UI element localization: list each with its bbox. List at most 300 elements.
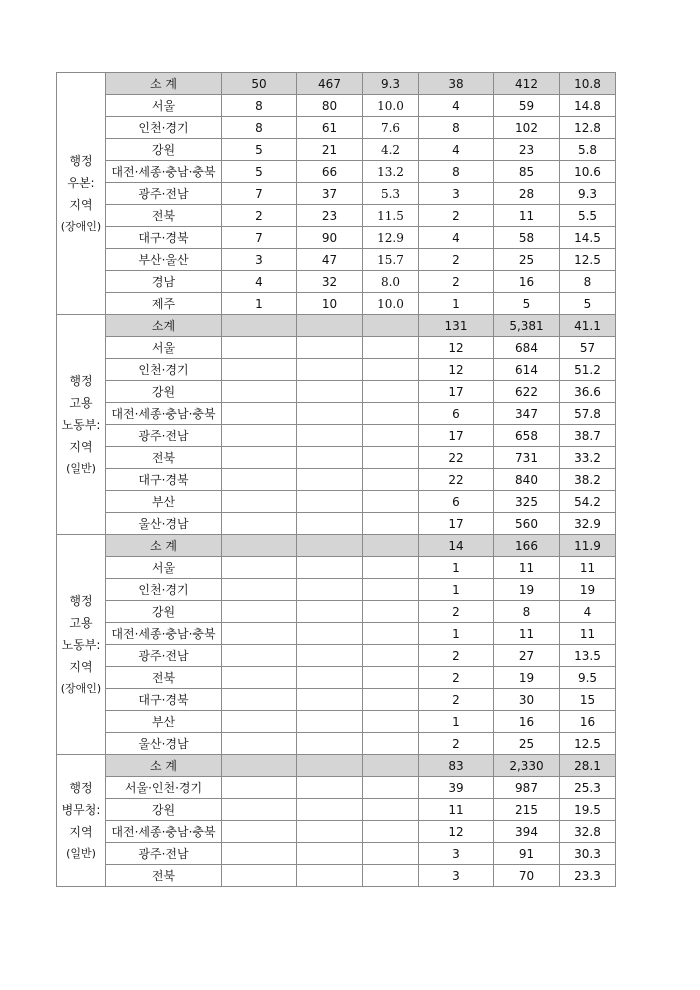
value-cell-c2 — [297, 469, 363, 491]
value-cell-c3: 13.2 — [363, 161, 419, 183]
group-label — [57, 73, 106, 315]
value-cell-c5: 614 — [494, 359, 560, 381]
group-label-line: 지역 — [69, 439, 93, 454]
value-cell-c6: 32.9 — [560, 513, 616, 535]
value-cell-c1: 5 — [222, 139, 297, 161]
value-cell-c1 — [222, 425, 297, 447]
value-cell-c4: 1 — [419, 711, 494, 733]
table-row — [57, 865, 616, 887]
value-cell-c6: 12.8 — [560, 117, 616, 139]
value-cell-c2 — [297, 425, 363, 447]
value-cell-c2 — [297, 381, 363, 403]
value-cell-c6: 32.8 — [560, 821, 616, 843]
value-cell-c4: 4 — [419, 95, 494, 117]
value-cell-c6: 11 — [560, 623, 616, 645]
group-label-line: (장애인) — [60, 681, 102, 695]
value-cell-c4: 6 — [419, 491, 494, 513]
value-cell-c4: 6 — [419, 403, 494, 425]
value-cell-c2 — [297, 447, 363, 469]
value-cell-c4: 2 — [419, 205, 494, 227]
region-cell: 광주·전남 — [106, 843, 222, 865]
value-cell-c1 — [222, 865, 297, 887]
subtotal-cell-c2 — [297, 755, 363, 777]
group-label-line: 행정 — [69, 593, 93, 608]
value-cell-c3: 15.7 — [363, 249, 419, 271]
subtotal-cell-c2 — [297, 535, 363, 557]
value-cell-c5: 85 — [494, 161, 560, 183]
table-row — [57, 359, 616, 381]
subtotal-cell-c2: 467 — [297, 73, 363, 95]
subtotal-cell-c5: 5,381 — [494, 315, 560, 337]
value-cell-c3: 7.6 — [363, 117, 419, 139]
value-cell-c1 — [222, 381, 297, 403]
value-cell-c3 — [363, 821, 419, 843]
value-cell-c4: 11 — [419, 799, 494, 821]
table-row — [57, 843, 616, 865]
table-row — [57, 447, 616, 469]
value-cell-c4: 17 — [419, 381, 494, 403]
value-cell-c6: 12.5 — [560, 733, 616, 755]
value-cell-c3 — [363, 843, 419, 865]
table-row — [57, 667, 616, 689]
value-cell-c6: 8 — [560, 271, 616, 293]
value-cell-c2 — [297, 491, 363, 513]
value-cell-c5: 394 — [494, 821, 560, 843]
subtotal-cell-c1 — [222, 535, 297, 557]
value-cell-c4: 2 — [419, 601, 494, 623]
table-row — [57, 491, 616, 513]
value-cell-c2: 32 — [297, 271, 363, 293]
value-cell-c2: 10 — [297, 293, 363, 315]
region-cell: 부산 — [106, 711, 222, 733]
value-cell-c6: 19.5 — [560, 799, 616, 821]
table-row — [57, 337, 616, 359]
value-cell-c5: 25 — [494, 249, 560, 271]
subtotal-cell-c3 — [363, 315, 419, 337]
value-cell-c1 — [222, 821, 297, 843]
value-cell-c1 — [222, 513, 297, 535]
region-cell: 대구·경북 — [106, 227, 222, 249]
table-row — [57, 293, 616, 315]
group-label-line: 고용 — [69, 395, 93, 410]
region-cell: 서울 — [106, 95, 222, 117]
value-cell-c4: 39 — [419, 777, 494, 799]
recruitment-table — [56, 72, 616, 887]
value-cell-c4: 8 — [419, 161, 494, 183]
table-row — [57, 579, 616, 601]
table-row — [57, 689, 616, 711]
value-cell-c3: 5.3 — [363, 183, 419, 205]
table-row — [57, 821, 616, 843]
value-cell-c6: 25.3 — [560, 777, 616, 799]
table-row — [57, 271, 616, 293]
group-label-line: 행정 — [69, 153, 93, 168]
group-label-line: 우본: — [67, 175, 95, 190]
value-cell-c3 — [363, 381, 419, 403]
region-cell: 제주 — [106, 293, 222, 315]
value-cell-c5: 27 — [494, 645, 560, 667]
value-cell-c5: 58 — [494, 227, 560, 249]
value-cell-c3: 12.9 — [363, 227, 419, 249]
value-cell-c1 — [222, 403, 297, 425]
region-cell: 대전·세종·충남·충북 — [106, 623, 222, 645]
value-cell-c4: 2 — [419, 689, 494, 711]
value-cell-c1 — [222, 843, 297, 865]
value-cell-c3 — [363, 491, 419, 513]
group-label-line: (일반) — [66, 461, 96, 475]
value-cell-c6: 5 — [560, 293, 616, 315]
table-row — [57, 381, 616, 403]
value-cell-c4: 12 — [419, 821, 494, 843]
value-cell-c3 — [363, 777, 419, 799]
region-cell: 강원 — [106, 601, 222, 623]
subtotal-label: 소 계 — [106, 535, 222, 557]
value-cell-c4: 2 — [419, 645, 494, 667]
value-cell-c6: 38.7 — [560, 425, 616, 447]
value-cell-c5: 91 — [494, 843, 560, 865]
value-cell-c1 — [222, 601, 297, 623]
value-cell-c2 — [297, 865, 363, 887]
value-cell-c3 — [363, 667, 419, 689]
value-cell-c4: 12 — [419, 337, 494, 359]
value-cell-c5: 8 — [494, 601, 560, 623]
value-cell-c2 — [297, 601, 363, 623]
region-cell: 광주·전남 — [106, 425, 222, 447]
group-label-line: 노동부: — [61, 637, 101, 652]
value-cell-c4: 1 — [419, 293, 494, 315]
table-body — [57, 73, 616, 887]
value-cell-c6: 30.3 — [560, 843, 616, 865]
region-cell: 광주·전남 — [106, 645, 222, 667]
value-cell-c1: 3 — [222, 249, 297, 271]
value-cell-c1 — [222, 359, 297, 381]
value-cell-c2 — [297, 403, 363, 425]
subtotal-cell-c4: 83 — [419, 755, 494, 777]
value-cell-c2 — [297, 623, 363, 645]
region-cell: 인천·경기 — [106, 359, 222, 381]
value-cell-c6: 12.5 — [560, 249, 616, 271]
value-cell-c1: 8 — [222, 117, 297, 139]
value-cell-c5: 684 — [494, 337, 560, 359]
group-label — [57, 755, 106, 887]
region-cell: 서울 — [106, 337, 222, 359]
value-cell-c1: 1 — [222, 293, 297, 315]
value-cell-c1 — [222, 491, 297, 513]
value-cell-c3: 11.5 — [363, 205, 419, 227]
value-cell-c3 — [363, 557, 419, 579]
value-cell-c2 — [297, 689, 363, 711]
group-label-line: 지역 — [69, 824, 93, 839]
value-cell-c3 — [363, 403, 419, 425]
value-cell-c2: 47 — [297, 249, 363, 271]
table-row — [57, 403, 616, 425]
value-cell-c5: 102 — [494, 117, 560, 139]
region-cell: 서울 — [106, 557, 222, 579]
region-cell: 대전·세종·충남·충북 — [106, 403, 222, 425]
value-cell-c1 — [222, 447, 297, 469]
value-cell-c3: 10.0 — [363, 293, 419, 315]
subtotal-cell-c4: 38 — [419, 73, 494, 95]
value-cell-c4: 3 — [419, 843, 494, 865]
value-cell-c2: 80 — [297, 95, 363, 117]
table-row — [57, 557, 616, 579]
value-cell-c3 — [363, 601, 419, 623]
value-cell-c6: 11 — [560, 557, 616, 579]
value-cell-c1 — [222, 579, 297, 601]
value-cell-c1: 7 — [222, 183, 297, 205]
value-cell-c2 — [297, 557, 363, 579]
value-cell-c5: 11 — [494, 623, 560, 645]
value-cell-c2 — [297, 821, 363, 843]
value-cell-c3 — [363, 623, 419, 645]
value-cell-c1: 2 — [222, 205, 297, 227]
value-cell-c5: 325 — [494, 491, 560, 513]
subtotal-label: 소계 — [106, 315, 222, 337]
group-label-line: 행정 — [69, 373, 93, 388]
region-cell: 서울·인천·경기 — [106, 777, 222, 799]
region-cell: 대전·세종·충남·충북 — [106, 821, 222, 843]
value-cell-c5: 59 — [494, 95, 560, 117]
value-cell-c6: 9.5 — [560, 667, 616, 689]
value-cell-c6: 5.8 — [560, 139, 616, 161]
value-cell-c4: 22 — [419, 447, 494, 469]
value-cell-c6: 13.5 — [560, 645, 616, 667]
value-cell-c6: 14.5 — [560, 227, 616, 249]
table-row — [57, 161, 616, 183]
subtotal-cell-c4: 131 — [419, 315, 494, 337]
table-row — [57, 777, 616, 799]
subtotal-cell-c5: 166 — [494, 535, 560, 557]
value-cell-c1 — [222, 733, 297, 755]
value-cell-c2 — [297, 337, 363, 359]
value-cell-c4: 17 — [419, 513, 494, 535]
region-cell: 전북 — [106, 667, 222, 689]
region-cell: 강원 — [106, 381, 222, 403]
subtotal-cell-c5: 2,330 — [494, 755, 560, 777]
value-cell-c2: 23 — [297, 205, 363, 227]
value-cell-c6: 10.6 — [560, 161, 616, 183]
value-cell-c6: 5.5 — [560, 205, 616, 227]
value-cell-c2 — [297, 645, 363, 667]
value-cell-c2: 66 — [297, 161, 363, 183]
region-cell: 대구·경북 — [106, 469, 222, 491]
value-cell-c6: 19 — [560, 579, 616, 601]
table-row — [57, 183, 616, 205]
value-cell-c6: 14.8 — [560, 95, 616, 117]
table-row — [57, 249, 616, 271]
group-label — [57, 535, 106, 755]
value-cell-c5: 622 — [494, 381, 560, 403]
value-cell-c3: 10.0 — [363, 95, 419, 117]
value-cell-c4: 17 — [419, 425, 494, 447]
value-cell-c4: 3 — [419, 865, 494, 887]
region-cell: 울산·경남 — [106, 513, 222, 535]
value-cell-c2: 61 — [297, 117, 363, 139]
table-row — [57, 601, 616, 623]
value-cell-c1 — [222, 667, 297, 689]
value-cell-c4: 4 — [419, 139, 494, 161]
value-cell-c3: 4.2 — [363, 139, 419, 161]
value-cell-c3 — [363, 359, 419, 381]
value-cell-c6: 9.3 — [560, 183, 616, 205]
value-cell-c5: 16 — [494, 711, 560, 733]
value-cell-c2 — [297, 359, 363, 381]
value-cell-c5: 987 — [494, 777, 560, 799]
group-label-line: 병무청: — [61, 802, 101, 817]
value-cell-c3 — [363, 689, 419, 711]
value-cell-c6: 33.2 — [560, 447, 616, 469]
value-cell-c4: 1 — [419, 557, 494, 579]
table-row — [57, 645, 616, 667]
value-cell-c1: 7 — [222, 227, 297, 249]
region-cell: 인천·경기 — [106, 117, 222, 139]
region-cell: 강원 — [106, 139, 222, 161]
table-row — [57, 227, 616, 249]
table-row — [57, 205, 616, 227]
value-cell-c6: 57.8 — [560, 403, 616, 425]
subtotal-row — [57, 535, 616, 557]
value-cell-c6: 54.2 — [560, 491, 616, 513]
region-cell: 경남 — [106, 271, 222, 293]
region-cell: 대구·경북 — [106, 689, 222, 711]
value-cell-c4: 2 — [419, 733, 494, 755]
value-cell-c4: 1 — [419, 623, 494, 645]
value-cell-c6: 38.2 — [560, 469, 616, 491]
table-row — [57, 95, 616, 117]
subtotal-cell-c4: 14 — [419, 535, 494, 557]
value-cell-c3 — [363, 469, 419, 491]
value-cell-c2: 90 — [297, 227, 363, 249]
value-cell-c5: 19 — [494, 579, 560, 601]
table-row — [57, 733, 616, 755]
value-cell-c1 — [222, 799, 297, 821]
group-label-line: 행정 — [69, 780, 93, 795]
group-label-line: 지역 — [69, 659, 93, 674]
value-cell-c6: 23.3 — [560, 865, 616, 887]
region-cell: 대전·세종·충남·충북 — [106, 161, 222, 183]
value-cell-c6: 4 — [560, 601, 616, 623]
subtotal-cell-c3: 9.3 — [363, 73, 419, 95]
value-cell-c6: 51.2 — [560, 359, 616, 381]
value-cell-c2: 37 — [297, 183, 363, 205]
subtotal-cell-c3 — [363, 535, 419, 557]
value-cell-c3 — [363, 733, 419, 755]
value-cell-c5: 11 — [494, 205, 560, 227]
subtotal-row — [57, 755, 616, 777]
value-cell-c4: 8 — [419, 117, 494, 139]
subtotal-cell-c1 — [222, 755, 297, 777]
subtotal-row — [57, 73, 616, 95]
value-cell-c2 — [297, 579, 363, 601]
value-cell-c5: 19 — [494, 667, 560, 689]
group-label-line: 지역 — [69, 197, 93, 212]
value-cell-c5: 731 — [494, 447, 560, 469]
subtotal-cell-c6: 10.8 — [560, 73, 616, 95]
value-cell-c5: 30 — [494, 689, 560, 711]
value-cell-c1: 8 — [222, 95, 297, 117]
value-cell-c6: 57 — [560, 337, 616, 359]
table-row — [57, 469, 616, 491]
value-cell-c5: 215 — [494, 799, 560, 821]
value-cell-c5: 70 — [494, 865, 560, 887]
value-cell-c2 — [297, 711, 363, 733]
value-cell-c1 — [222, 337, 297, 359]
value-cell-c3 — [363, 447, 419, 469]
value-cell-c3 — [363, 513, 419, 535]
table-row — [57, 513, 616, 535]
region-cell: 부산·울산 — [106, 249, 222, 271]
subtotal-cell-c6: 11.9 — [560, 535, 616, 557]
table-row — [57, 117, 616, 139]
value-cell-c4: 2 — [419, 667, 494, 689]
table-row — [57, 799, 616, 821]
region-cell: 인천·경기 — [106, 579, 222, 601]
subtotal-label: 소 계 — [106, 755, 222, 777]
value-cell-c1 — [222, 645, 297, 667]
value-cell-c5: 28 — [494, 183, 560, 205]
value-cell-c5: 658 — [494, 425, 560, 447]
region-cell: 부산 — [106, 491, 222, 513]
value-cell-c3 — [363, 579, 419, 601]
value-cell-c1 — [222, 557, 297, 579]
value-cell-c1 — [222, 711, 297, 733]
value-cell-c1 — [222, 777, 297, 799]
region-cell: 강원 — [106, 799, 222, 821]
subtotal-cell-c6: 28.1 — [560, 755, 616, 777]
subtotal-cell-c2 — [297, 315, 363, 337]
value-cell-c3 — [363, 425, 419, 447]
value-cell-c1 — [222, 623, 297, 645]
value-cell-c4: 4 — [419, 227, 494, 249]
subtotal-cell-c5: 412 — [494, 73, 560, 95]
value-cell-c4: 1 — [419, 579, 494, 601]
value-cell-c5: 840 — [494, 469, 560, 491]
value-cell-c2 — [297, 513, 363, 535]
value-cell-c1 — [222, 469, 297, 491]
value-cell-c1: 5 — [222, 161, 297, 183]
value-cell-c5: 560 — [494, 513, 560, 535]
value-cell-c5: 347 — [494, 403, 560, 425]
value-cell-c6: 36.6 — [560, 381, 616, 403]
value-cell-c2 — [297, 777, 363, 799]
subtotal-cell-c3 — [363, 755, 419, 777]
value-cell-c3 — [363, 711, 419, 733]
value-cell-c3 — [363, 645, 419, 667]
value-cell-c2 — [297, 843, 363, 865]
value-cell-c2 — [297, 733, 363, 755]
value-cell-c2 — [297, 799, 363, 821]
value-cell-c2 — [297, 667, 363, 689]
value-cell-c4: 3 — [419, 183, 494, 205]
value-cell-c2: 21 — [297, 139, 363, 161]
table-row — [57, 425, 616, 447]
value-cell-c5: 16 — [494, 271, 560, 293]
subtotal-cell-c1 — [222, 315, 297, 337]
group-label — [57, 315, 106, 535]
value-cell-c5: 11 — [494, 557, 560, 579]
table-row — [57, 139, 616, 161]
region-cell: 전북 — [106, 447, 222, 469]
subtotal-cell-c1: 50 — [222, 73, 297, 95]
value-cell-c5: 25 — [494, 733, 560, 755]
group-label-line: 고용 — [69, 615, 93, 630]
value-cell-c3: 8.0 — [363, 271, 419, 293]
group-label-line: (일반) — [66, 846, 96, 860]
region-cell: 전북 — [106, 865, 222, 887]
value-cell-c3 — [363, 337, 419, 359]
value-cell-c3 — [363, 865, 419, 887]
value-cell-c6: 16 — [560, 711, 616, 733]
